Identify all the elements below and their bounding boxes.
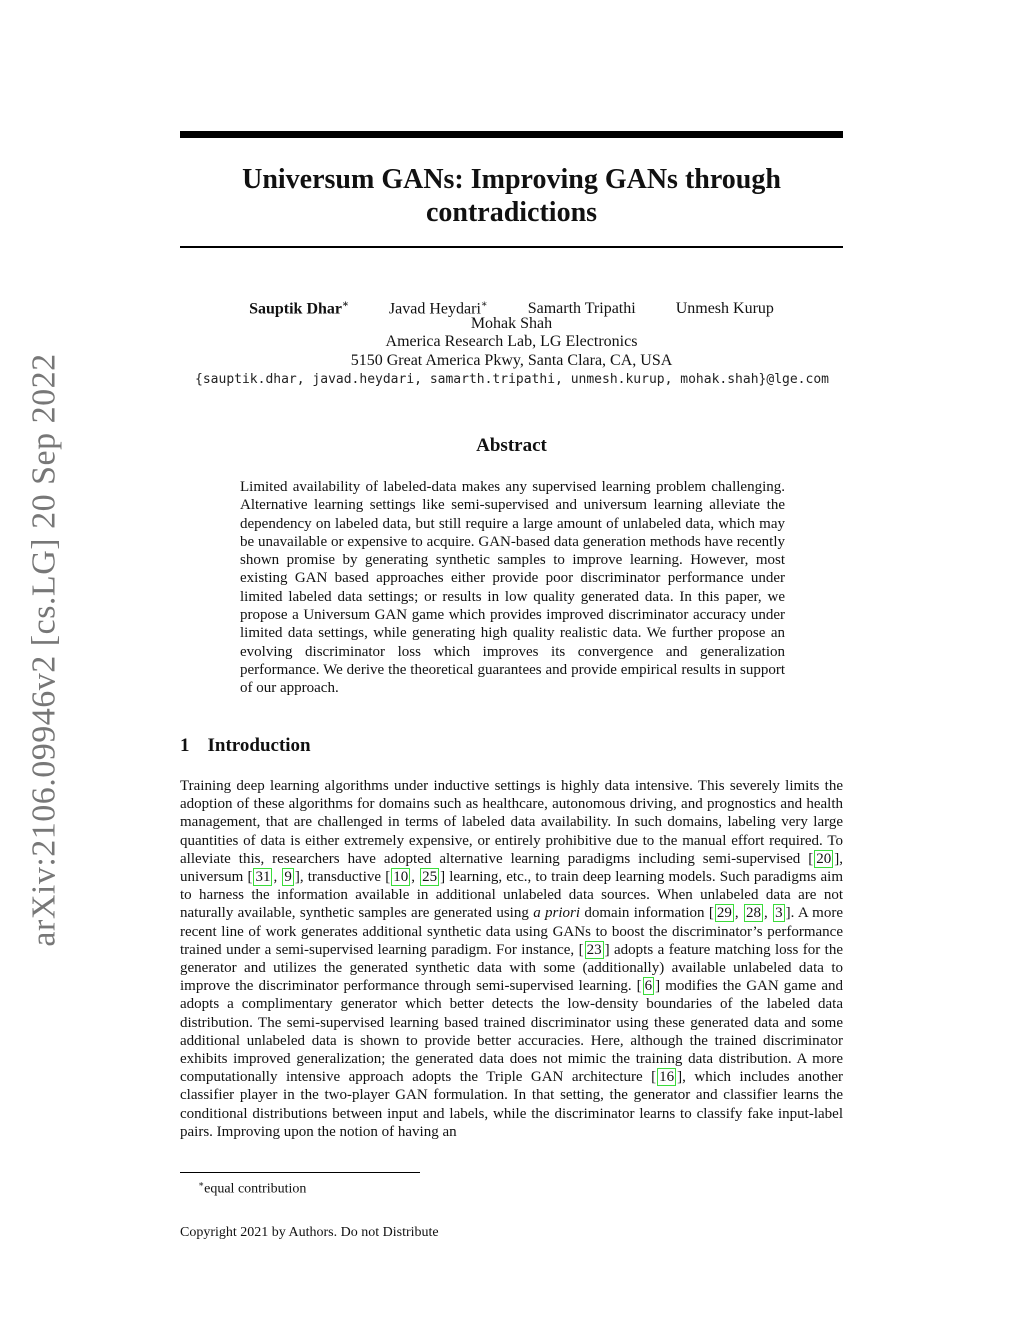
- citation-link[interactable]: 20: [816, 850, 832, 867]
- citation-link[interactable]: 29: [716, 905, 732, 922]
- title-rule-top: [180, 131, 843, 138]
- citation-link[interactable]: 10: [393, 869, 409, 886]
- abstract-text: Limited availability of labeled-data makes any supervised learning problem challenging. Alternative learning settings like semi-supervised and universum learning alleviate the dependency on labeled data, but still require a large amount of unlabeled data, which may be unavailable or expensive to acquire. GAN-based data generation methods have recently shown promise by generating synthetic samples to improve learning. However, most existing GAN based approaches either provide poor discriminator performance under limited labeled data settings; or results in low quality generated data. In this paper, we propose a Universum GAN game which provides improved discriminator accuracy under limited data settings, while generating high quality realistic data. We further propose an evolving discriminator loss which improves its convergence and generalization performance. We derive the theoretical guarantees and provide empirical results in support of our approach.: [240, 479, 785, 697]
- author-emails: {sauptik.dhar, javad.heydari, samarth.tripathi, unmesh.kurup, mohak.shah}@lge.com: [195, 372, 829, 387]
- author: Mohak Shah: [470, 315, 553, 332]
- section-heading: [180, 735, 311, 757]
- address: 5150 Great America Pkwy, Santa Clara, CA, USA: [350, 352, 673, 369]
- citation-link[interactable]: 23: [586, 941, 602, 958]
- emphasis-text: a priori: [533, 905, 581, 922]
- section-number: 1: [180, 735, 190, 756]
- arxiv-id: arXiv:2106.09946v2 [cs.LG] 20 Sep 2022: [26, 353, 63, 947]
- citation-link[interactable]: 25: [422, 869, 438, 886]
- intro-paragraph: Training deep learning algorithms under inductive settings is highly data intensive. This severely limits the adoption of these algorithms for domains such as healthcare, autonomous driving, and prognostics and health management, that are challenged in terms of labeled data availability. In such domains, labeling very large quantities of data is either extremely expensive, or entirely prohibitive due to the manual effort required. To alleviate this, researchers have adopted alternative learning paradigms including semi-supervised [ 20 ], universum [ 31 , 9 ], transductive [ 10 , 25 ] learning, etc., to train deep learning models. Such paradigms aim to harness the information available in additional unlabeled data sources. When unlabeled data are not naturally available, synthetic samples are generated using a priori domain information [ 29 , 28 , 3 ]. A more recent line of work generates additional synthetic data using GANs to boost the discriminator’s performance trained under a semi-supervised learning paradigm. For instance, [ 23 ] adopts a feature matching loss for the generator and utilizes the generated synthetic data with some (additionally) available unlabeled data to improve the discriminator performance through semi-supervised learning. [ 6 ] modifies the GAN game and adopts a complimentary generator which better detects the low-density boundaries of the labeled data distribution. The semi-supervised learning based trained discriminator using these generated data and some additional unlabeled data is shown to provide better accuracies. Here, although the trained discriminator exhibits improved generalization; the generated data does not mimic the training data distribution. A more computationally intensive approach adopts the Triple GAN architecture [ 16 ], which includes another classifier player in the two-player GAN formulation. In that setting, the generator and classifier learns the conditional distributions between input and labels, while the discriminator learns to classify fake input-label pairs. Improving upon the notion of having an: [180, 778, 844, 1140]
- citation-link[interactable]: 28: [745, 905, 761, 922]
- citation-link[interactable]: 16: [659, 1069, 675, 1086]
- citation-link[interactable]: 3: [775, 905, 783, 922]
- author: Javad Heydari∗: [388, 299, 488, 318]
- arxiv-stamp: [18, 355, 72, 945]
- title-rule-bottom: [180, 246, 843, 248]
- paper-title: Universum GANs: Improving GANs through contradictions: [242, 164, 781, 228]
- citation-link[interactable]: 31: [255, 869, 271, 886]
- citation-link[interactable]: 9: [284, 869, 292, 886]
- abstract-heading: Abstract: [476, 435, 547, 456]
- section-title: Introduction: [207, 735, 311, 756]
- citation-link[interactable]: 6: [644, 978, 653, 995]
- footnote: ∗equal contribution: [198, 1179, 307, 1197]
- affiliation: America Research Lab, LG Electronics: [385, 333, 638, 350]
- author: Unmesh Kurup: [675, 300, 774, 318]
- copyright-notice: Copyright 2021 by Authors. Do not Distribute: [180, 1225, 439, 1240]
- author: Samarth Tripathi: [527, 300, 636, 318]
- author: Sauptik Dhar∗: [249, 299, 349, 318]
- footnote-rule: [180, 1172, 420, 1173]
